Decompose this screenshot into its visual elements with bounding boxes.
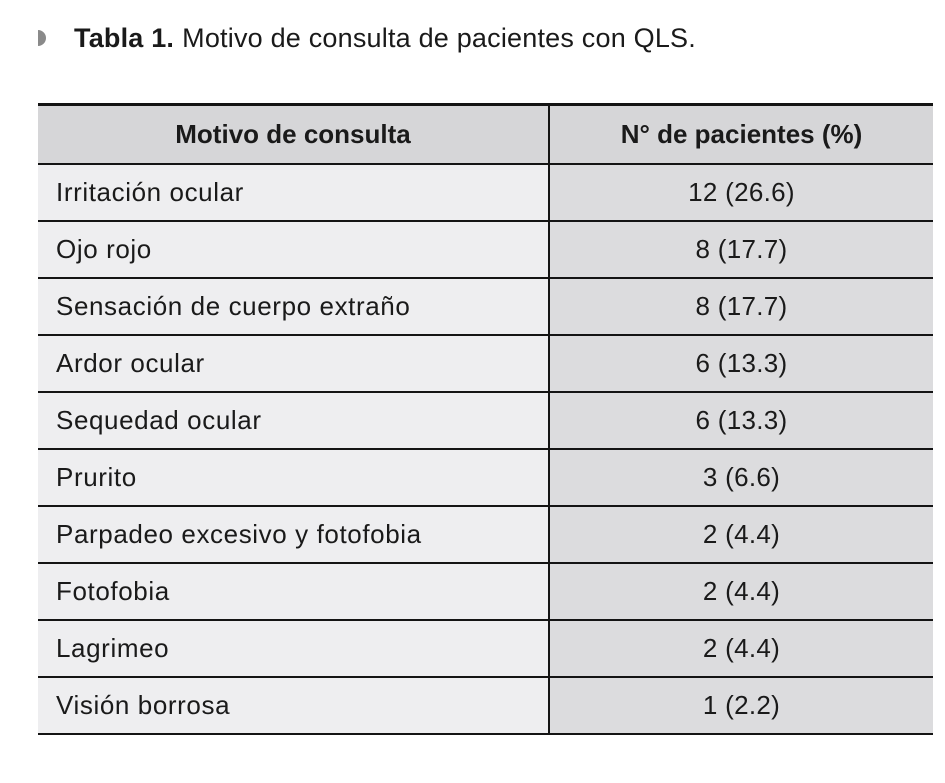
half-circle-bullet-icon bbox=[38, 28, 48, 48]
reason-cell: Prurito bbox=[38, 449, 549, 506]
table-row bbox=[38, 677, 933, 734]
reason-cell: Ardor ocular bbox=[38, 335, 549, 392]
header-count: N° de pacientes (%) bbox=[549, 105, 933, 164]
table-row bbox=[38, 221, 933, 278]
table-row bbox=[38, 563, 933, 620]
count-cell: 6 (13.3) bbox=[549, 392, 933, 449]
table-row bbox=[38, 278, 933, 335]
reason-cell: Sequedad ocular bbox=[38, 392, 549, 449]
count-cell: 6 (13.3) bbox=[549, 335, 933, 392]
count-cell: 12 (26.6) bbox=[549, 164, 933, 221]
table-row bbox=[38, 335, 933, 392]
table-row bbox=[38, 620, 933, 677]
table-row bbox=[38, 392, 933, 449]
reason-cell: Visión borrosa bbox=[38, 677, 549, 734]
reason-cell: Irritación ocular bbox=[38, 164, 549, 221]
table-row bbox=[38, 506, 933, 563]
count-cell: 8 (17.7) bbox=[549, 221, 933, 278]
reason-cell: Sensación de cuerpo extraño bbox=[38, 278, 549, 335]
count-cell: 1 (2.2) bbox=[549, 677, 933, 734]
count-cell: 2 (4.4) bbox=[549, 506, 933, 563]
consultation-table bbox=[38, 103, 933, 735]
table-row bbox=[38, 164, 933, 221]
caption-title: Motivo de consulta de pacientes con QLS. bbox=[182, 22, 696, 53]
reason-cell: Parpadeo excesivo y fotofobia bbox=[38, 506, 549, 563]
table-caption bbox=[38, 20, 696, 56]
count-cell: 3 (6.6) bbox=[549, 449, 933, 506]
reason-cell: Lagrimeo bbox=[38, 620, 549, 677]
reason-cell: Ojo rojo bbox=[38, 221, 549, 278]
count-cell: 2 (4.4) bbox=[549, 563, 933, 620]
count-cell: 2 (4.4) bbox=[549, 620, 933, 677]
table-row bbox=[38, 449, 933, 506]
table-header-row bbox=[38, 105, 933, 164]
caption-label: Tabla 1. bbox=[74, 22, 175, 53]
header-reason: Motivo de consulta bbox=[38, 105, 549, 164]
count-cell: 8 (17.7) bbox=[549, 278, 933, 335]
reason-cell: Fotofobia bbox=[38, 563, 549, 620]
